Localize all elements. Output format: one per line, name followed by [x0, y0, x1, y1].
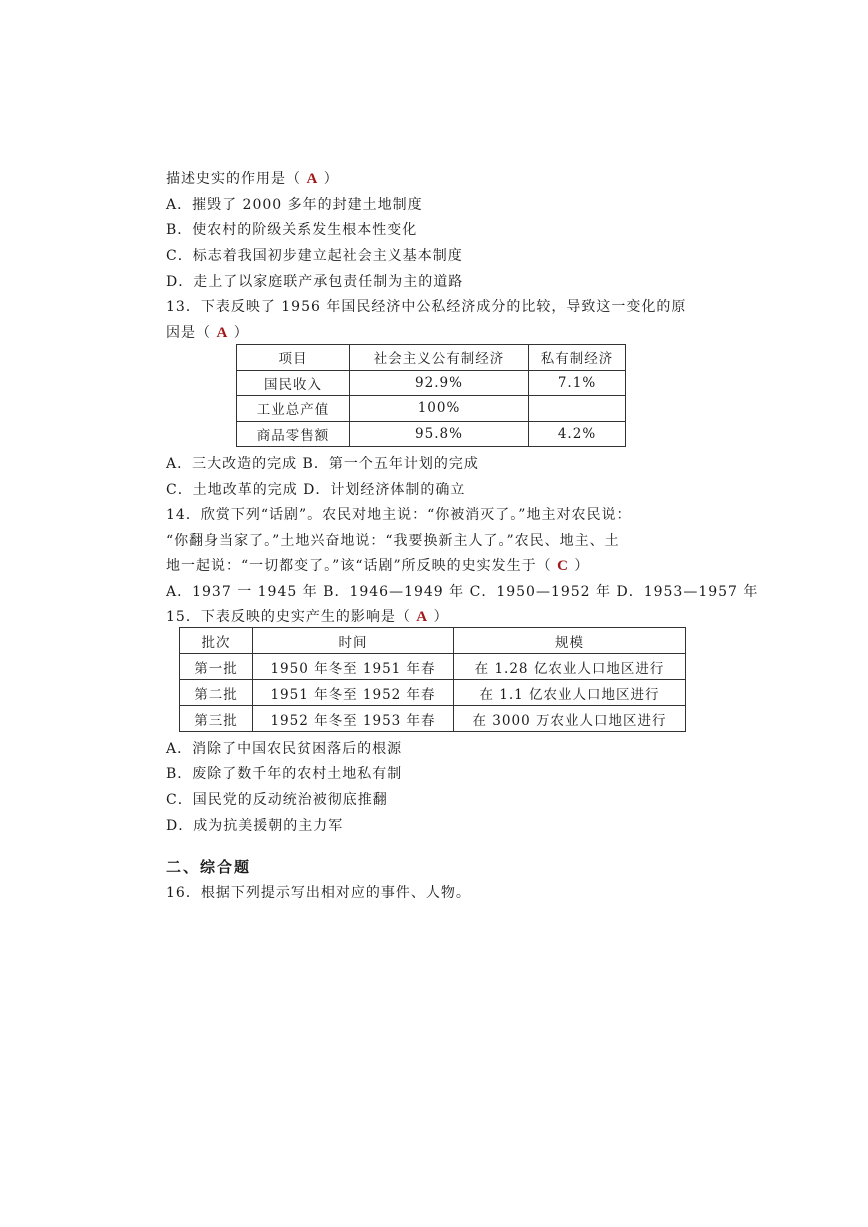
q12-stem: 描述史实的作用是（ A ）: [166, 171, 339, 187]
table-cell: 工业总产值: [237, 396, 350, 422]
table-header-cell: 社会主义公有制经济: [350, 345, 529, 371]
table-cell: 在 3000 万农业人口地区进行: [454, 706, 686, 732]
q12-option-a: A．摧毁了 2000 多年的封建土地制度: [166, 197, 423, 213]
table-header-cell: 规模: [454, 628, 686, 654]
table-header-row: [237, 345, 626, 371]
table-row: [180, 706, 686, 732]
q12-answer: A: [306, 171, 319, 187]
table-cell: 在 1.28 亿农业人口地区进行: [454, 654, 686, 680]
q14-line2: “你翻身当家了。”土地兴奋地说：“我要换新主人了。”农民、地主、土: [166, 533, 620, 549]
q16-stem: 16．根据下列提示写出相对应的事件、人物。: [166, 885, 471, 901]
table-cell: 国民收入: [237, 370, 350, 396]
table-cell: 1951 年冬至 1952 年春: [253, 680, 454, 706]
table-cell: 第三批: [180, 706, 253, 732]
q15-option-c: C．国民党的反动统治被彻底推翻: [166, 792, 388, 808]
q14-options: A．1937 一 1945 年 B．1946—1949 年 C．1950—1952 年 D．1953—1957 年: [166, 584, 759, 600]
table-cell: 4.2%: [529, 421, 626, 447]
q13-options-line1: A．三大改造的完成 B．第一个五年计划的完成: [166, 456, 479, 472]
table-cell: [529, 396, 626, 422]
q15-table: [179, 627, 686, 732]
table-row: [180, 680, 686, 706]
q13-answer: A: [216, 325, 229, 341]
q15-option-b: B．废除了数千年的农村土地私有制: [166, 766, 403, 782]
table-header-cell: 私有制经济: [529, 345, 626, 371]
table-header-cell: 项目: [237, 345, 350, 371]
q15-stem: 15．下表反映的史实产生的影响是（ A ）: [166, 609, 449, 625]
table-cell: 1950 年冬至 1951 年春: [253, 654, 454, 680]
table-row: [237, 370, 626, 396]
table-cell: 100%: [350, 396, 529, 422]
q13-table: [236, 344, 626, 447]
q14-line1: 14．欣赏下列“话剧”。农民对地主说：“你被消灭了。”地主对农民说：: [166, 507, 632, 523]
section-title: 二、综合题: [166, 858, 252, 876]
q15-option-d: D．成为抗美援朝的主力军: [166, 818, 344, 834]
table-header-cell: 批次: [180, 628, 253, 654]
table-header-cell: 时间: [253, 628, 454, 654]
table-cell: 商品零售额: [237, 421, 350, 447]
q12-option-c: C．标志着我国初步建立起社会主义基本制度: [166, 248, 463, 264]
table-header-row: [180, 628, 686, 654]
q13-stem-line1: 13．下表反映了 1956 年国民经济中公私经济成分的比较，导致这一变化的原: [166, 299, 687, 315]
q15-answer: A: [416, 609, 429, 625]
table-row: [237, 396, 626, 422]
q14-answer: C: [557, 558, 569, 574]
q13-stem-line2: 因是（ A ）: [166, 325, 249, 341]
q15-option-a: A．消除了中国农民贫困落后的根源: [166, 741, 403, 757]
q14-line3: 地一起说：“一切都变了。”该“话剧”所反映的史实发生于（ C ）: [166, 558, 590, 574]
table-cell: 在 1.1 亿农业人口地区进行: [454, 680, 686, 706]
q12-option-d: D．走上了以家庭联产承包责任制为主的道路: [166, 274, 464, 290]
table-cell: 1952 年冬至 1953 年春: [253, 706, 454, 732]
table-cell: 第二批: [180, 680, 253, 706]
table-cell: 7.1%: [529, 370, 626, 396]
table-cell: 第一批: [180, 654, 253, 680]
table-cell: 95.8%: [350, 421, 529, 447]
table-row: [237, 421, 626, 447]
q13-options-line2: C．土地改革的完成 D．计划经济体制的确立: [166, 482, 466, 498]
table-cell: 92.9%: [350, 370, 529, 396]
q12-option-b: B．使农村的阶级关系发生根本性变化: [166, 222, 418, 238]
table-row: [180, 654, 686, 680]
